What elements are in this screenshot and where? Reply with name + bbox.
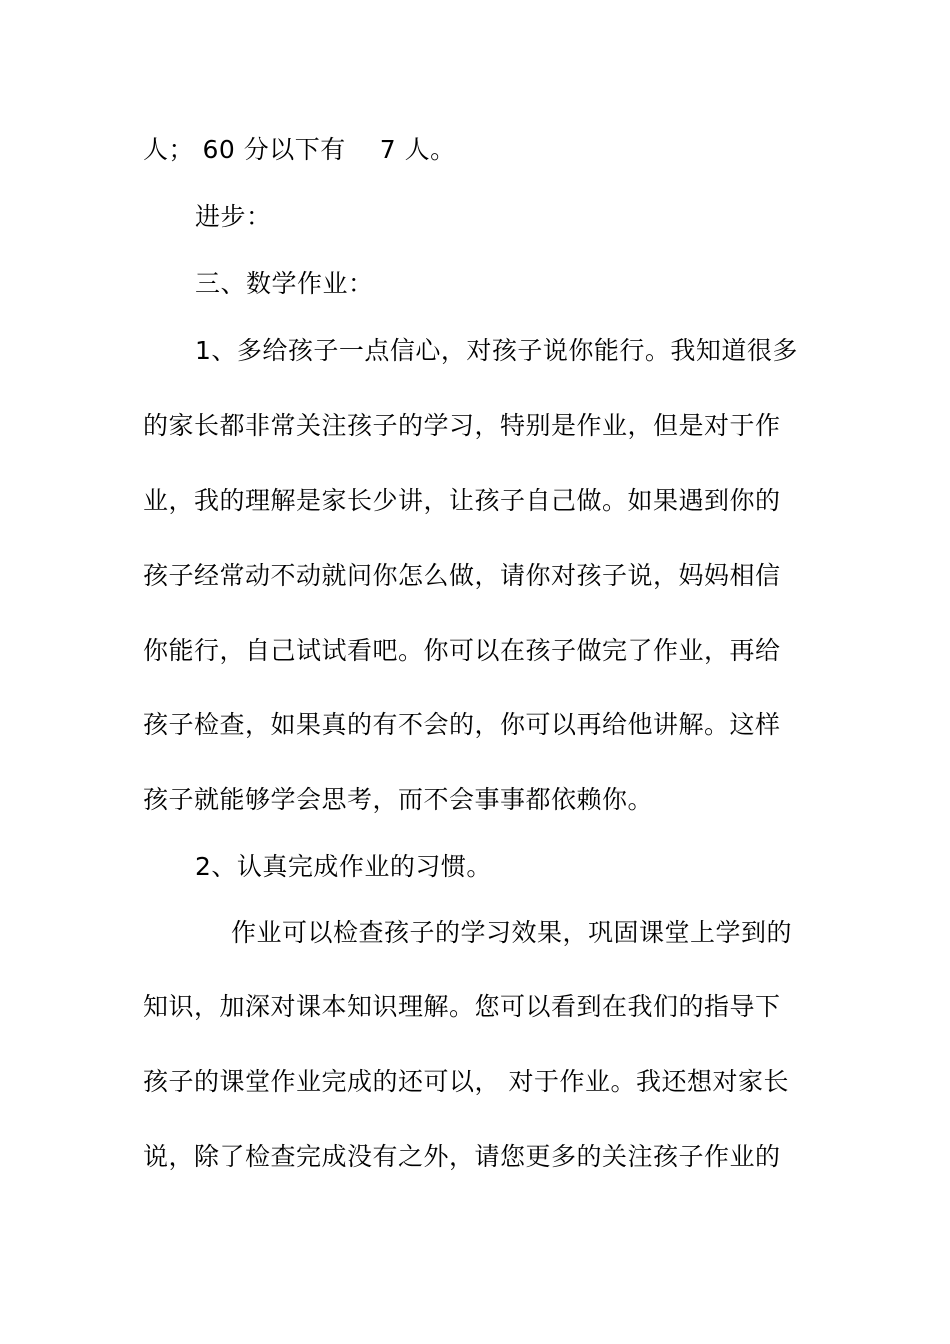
paragraph-line: 知识，加深对课本知识理解。您可以看到在我们的指导下	[143, 992, 781, 1021]
paragraph-line: 说，除了检查完成没有之外，请您更多的关注孩子作业的	[143, 1142, 781, 1171]
paragraph-line: 业，我的理解是家长少讲，让孩子自己做。如果遇到你的	[143, 486, 781, 515]
paragraph-line: 孩子就能够学会思考，而不会事事都依赖你。	[143, 785, 654, 814]
score-line-end: 7 人。	[379, 135, 456, 164]
subheading-homework-habit: 2、认真完成作业的习惯。	[195, 852, 492, 881]
paragraph-line: 孩子的课堂作业完成的还可以， 对于作业。我还想对家长	[143, 1067, 789, 1096]
paragraph-line: 的家长都非常关注孩子的学习，特别是作业，但是对于作	[143, 411, 781, 440]
section-heading-math-homework: 三、数学作业：	[195, 269, 374, 298]
paragraph-line: 1、多给孩子一点信心，对孩子说你能行。我知道很多	[195, 336, 798, 365]
score-line-start: 人； 60 分以下有	[143, 135, 346, 164]
progress-heading: 进步：	[195, 202, 272, 231]
paragraph-line: 孩子检查，如果真的有不会的，你可以再给他讲解。这样	[143, 710, 781, 739]
paragraph-line: 孩子经常动不动就问你怎么做，请你对孩子说，妈妈相信	[143, 561, 781, 590]
paragraph-line: 你能行，自己试试看吧。你可以在孩子做完了作业，再给	[143, 636, 781, 665]
paragraph-line: 作业可以检查孩子的学习效果，巩固课堂上学到的	[231, 918, 793, 947]
score-line	[143, 133, 813, 167]
